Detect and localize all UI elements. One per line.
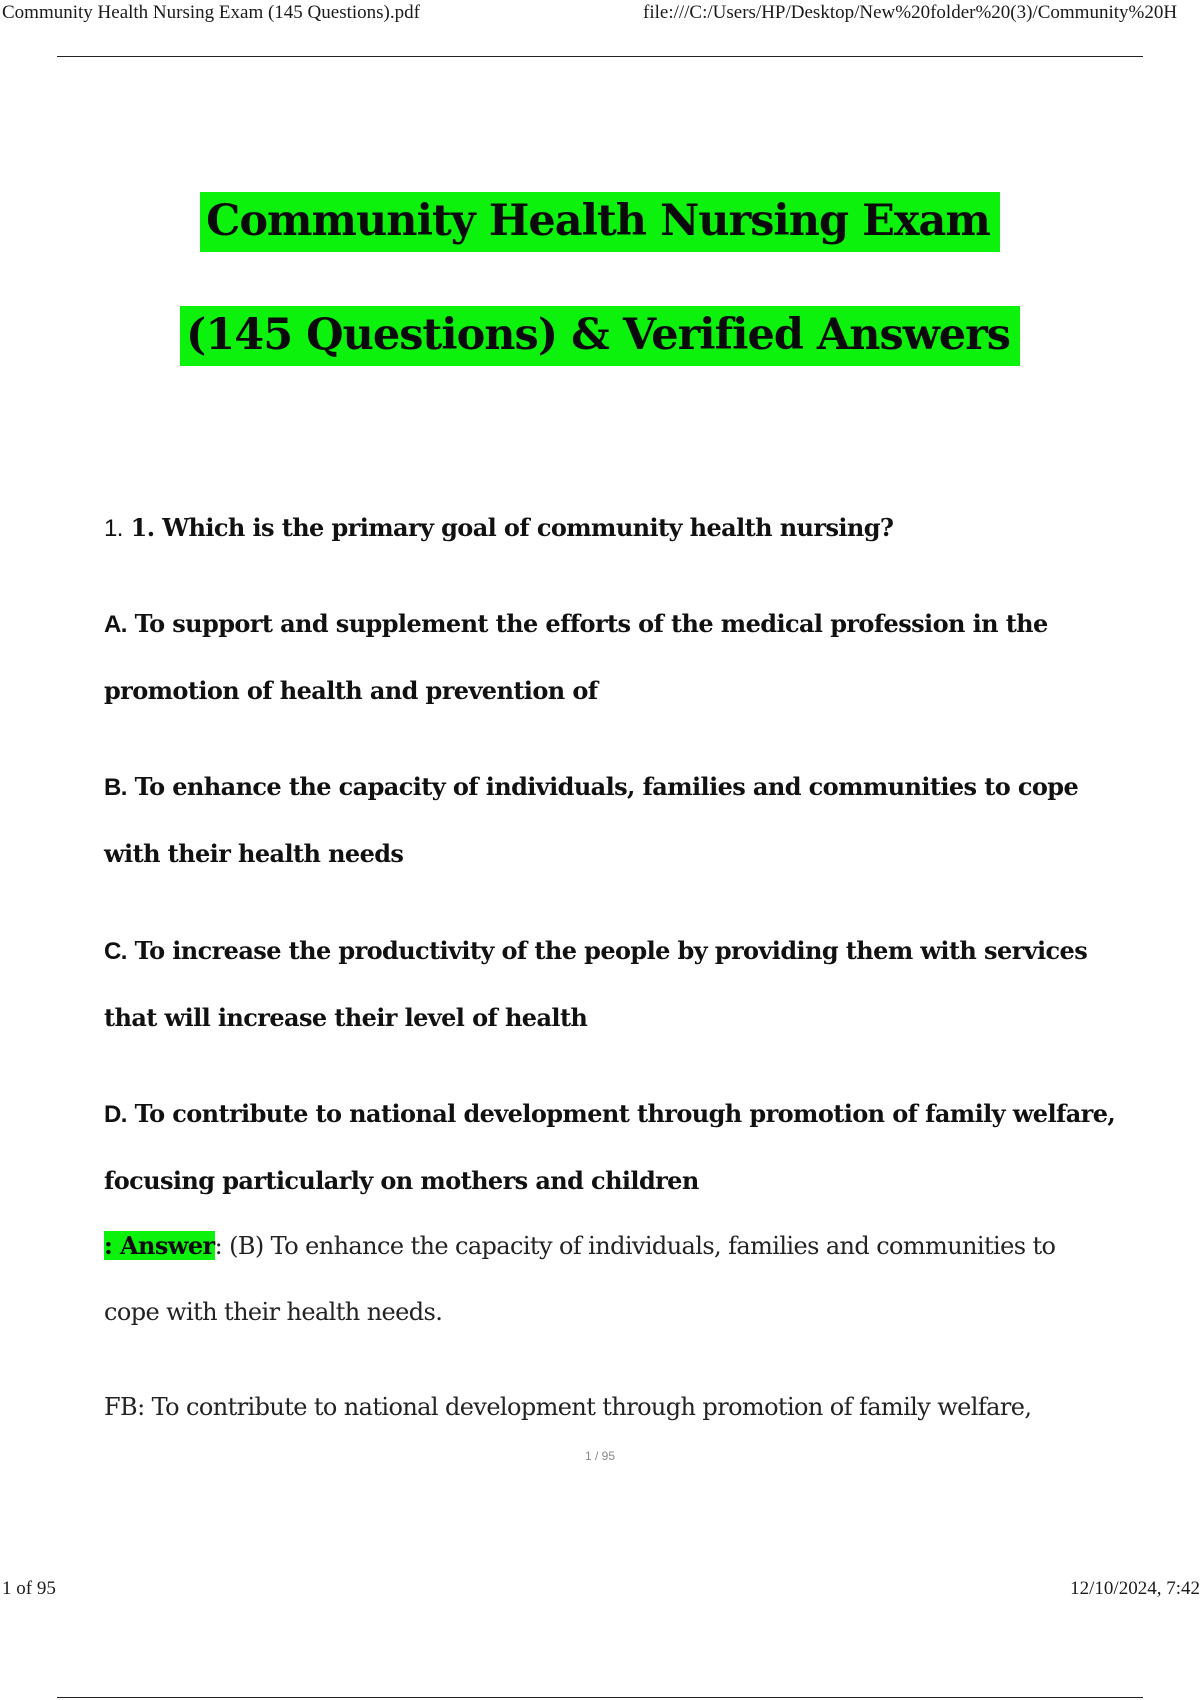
print-header-title: Community Health Nursing Exam (145 Questions).pdf <box>2 2 420 23</box>
document-title-line-1 <box>0 196 1200 246</box>
option-b <box>104 754 1124 887</box>
answer-text-line-1: : (B) To enhance the capacity of individuals, families and communities to <box>214 1232 1056 1260</box>
question-1 <box>104 513 1124 543</box>
page-indicator: 1 / 95 <box>584 1449 616 1463</box>
feedback-text: FB: To contribute to national development through promotion of family welfare, <box>104 1393 1032 1421</box>
option-text-line-2: with their health needs <box>104 839 404 868</box>
option-letter: B. <box>104 774 127 801</box>
document-title-line-2 <box>0 310 1200 360</box>
option-text-line-2: focusing particularly on mothers and children <box>104 1166 699 1195</box>
question-text: 1. Which is the primary goal of community health nursing? <box>130 513 894 542</box>
option-text-line-2: promotion of health and prevention of <box>104 676 598 705</box>
document-title-highlight: Community Health Nursing Exam <box>200 192 1000 252</box>
option-text-line-1: To enhance the capacity of individuals, families and communities to cope <box>134 772 1079 801</box>
answer-label-highlight: : Answer <box>104 1231 215 1260</box>
option-text-line-1: To support and supplement the efforts of the medical profession in the <box>134 609 1048 638</box>
option-text-line-1: To increase the productivity of the people by providing them with services <box>134 936 1088 965</box>
footer-divider <box>57 1697 1143 1698</box>
print-footer-datetime: 12/10/2024, 7:42 <box>1070 1578 1200 1599</box>
option-letter: A. <box>104 611 127 638</box>
option-c <box>104 918 1124 1051</box>
header-divider <box>57 56 1143 57</box>
option-text-line-1: To contribute to national development through promotion of family welfare, <box>134 1099 1116 1128</box>
option-d <box>104 1081 1124 1214</box>
print-header-url: file:///C:/Users/HP/Desktop/New%20folder%20(3)/Community%20H <box>643 2 1178 23</box>
print-header <box>0 0 1200 28</box>
question-list-number: 1. <box>104 515 123 542</box>
answer-text-line-2: cope with their health needs. <box>104 1298 443 1326</box>
option-letter: C. <box>104 938 127 965</box>
document-subtitle-highlight: (145 Questions) & Verified Answers <box>180 306 1020 366</box>
print-footer-page-count: 1 of 95 <box>2 1578 56 1599</box>
option-text-line-2: that will increase their level of health <box>104 1003 588 1032</box>
option-a <box>104 591 1124 724</box>
option-letter: D. <box>104 1101 127 1128</box>
answer-block <box>104 1213 1124 1345</box>
